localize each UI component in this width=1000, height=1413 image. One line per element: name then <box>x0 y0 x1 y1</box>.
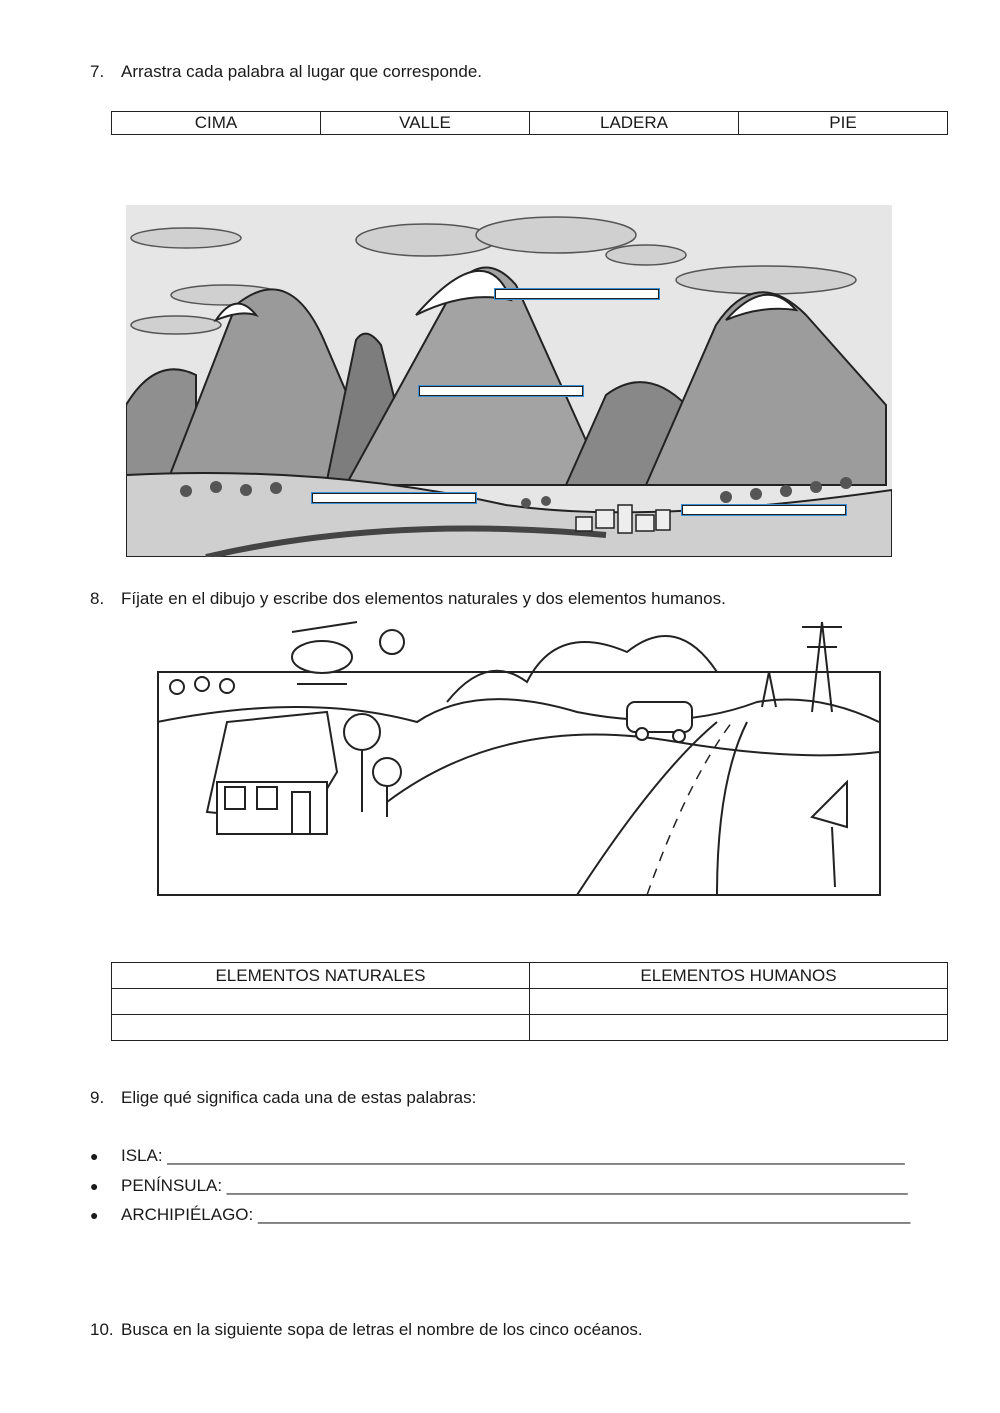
question-8-text: Fíjate en el dibujo y escribe dos elementos naturales y dos elementos humanos. <box>121 589 726 608</box>
question-7 <box>90 62 482 82</box>
human-element-cell-2[interactable] <box>530 1015 948 1041</box>
landscape-illustration <box>157 612 881 897</box>
definition-peninsula[interactable] <box>90 1176 910 1206</box>
bullet-icon: ● <box>90 1207 99 1223</box>
definition-archipielago[interactable] <box>90 1205 910 1235</box>
house <box>207 712 337 834</box>
question-10 <box>90 1320 643 1340</box>
elements-table <box>111 962 948 1041</box>
question-7-number: 7. <box>90 62 105 81</box>
header-human-elements: ELEMENTOS HUMANOS <box>530 963 948 989</box>
drop-target-2[interactable] <box>418 385 584 397</box>
natural-element-cell-2[interactable] <box>112 1015 530 1041</box>
bullet-icon: ● <box>90 1148 99 1164</box>
question-8-number: 8. <box>90 589 105 608</box>
definition-list <box>90 1146 910 1235</box>
drop-target-1[interactable] <box>494 288 660 300</box>
definition-isla[interactable] <box>90 1146 910 1176</box>
question-9-number: 9. <box>90 1088 105 1107</box>
definition-label: ARCHIPIÉLAGO: _____________________________________________________________________ <box>121 1205 911 1224</box>
drop-target-3[interactable] <box>311 492 477 504</box>
question-8 <box>90 589 726 609</box>
word-card-valle[interactable]: VALLE <box>321 112 530 135</box>
word-card-pie[interactable]: PIE <box>739 112 948 135</box>
word-card-ladera[interactable]: LADERA <box>530 112 739 135</box>
word-bank <box>111 111 948 135</box>
definition-label: PENÍNSULA: ________________________________________________________________________ <box>121 1175 908 1195</box>
header-natural-elements: ELEMENTOS NATURALES <box>112 963 530 989</box>
question-9 <box>90 1088 476 1108</box>
question-10-number: 10. <box>90 1320 114 1339</box>
human-element-cell-1[interactable] <box>530 989 948 1015</box>
question-7-text: Arrastra cada palabra al lugar que corresponde. <box>121 62 482 81</box>
bullet-icon: ● <box>90 1177 99 1194</box>
definition-label: ISLA: ______________________________________________________________________________ <box>121 1146 905 1165</box>
question-10-text: Busca en la siguiente sopa de letras el nombre de los cinco océanos. <box>121 1320 643 1339</box>
word-card-cima[interactable]: CIMA <box>112 112 321 135</box>
question-9-text: Elige qué significa cada una de estas palabras: <box>121 1088 477 1107</box>
natural-element-cell-1[interactable] <box>112 989 530 1015</box>
drop-target-4[interactable] <box>681 504 847 516</box>
